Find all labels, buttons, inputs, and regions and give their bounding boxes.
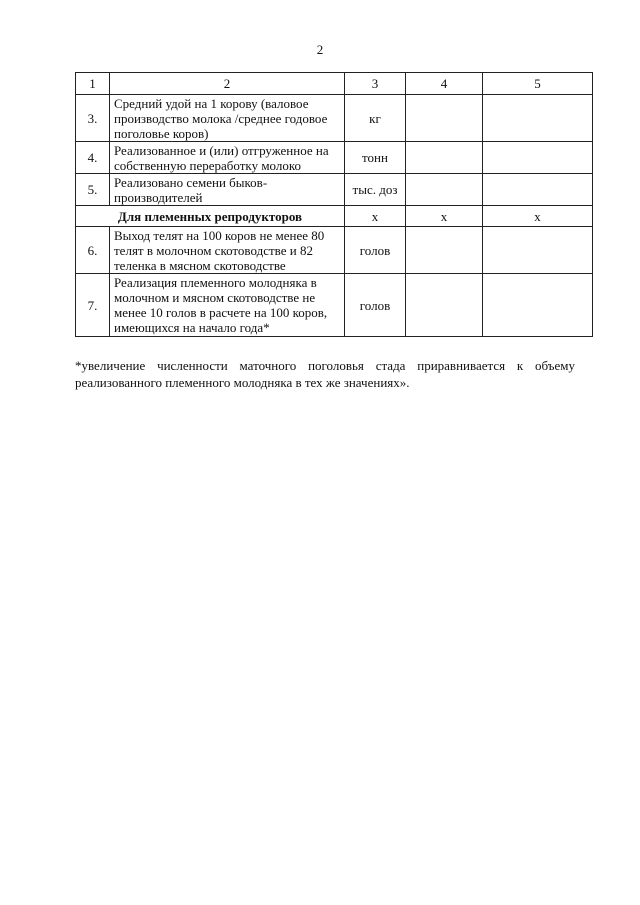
section-label: Для племенных репродукторов [76, 206, 345, 227]
row-unit: кг [345, 95, 406, 142]
header-cell-4: 4 [406, 73, 483, 95]
section-mark-3: х [345, 206, 406, 227]
table-row [76, 227, 593, 274]
section-mark-5: х [483, 206, 593, 227]
header-cell-5: 5 [483, 73, 593, 95]
page-number: 2 [316, 42, 324, 57]
header-cell-2: 2 [110, 73, 345, 95]
row-indicator: Выход телят на 100 коров не менее 80 телят в молочном скотоводстве и 82 теленка в мясном скотоводстве [110, 227, 345, 274]
row-value-5 [483, 174, 593, 206]
header-cell-1: 1 [76, 73, 110, 95]
row-value-4 [406, 274, 483, 337]
row-value-5 [483, 227, 593, 274]
section-mark-4: х [406, 206, 483, 227]
table-row [76, 174, 593, 206]
table-row [76, 95, 593, 142]
row-value-5 [483, 274, 593, 337]
table-header-row [76, 73, 593, 95]
row-value-4 [406, 227, 483, 274]
table-row [76, 274, 593, 337]
indicators-table [75, 72, 593, 337]
row-unit: голов [345, 227, 406, 274]
header-cell-3: 3 [345, 73, 406, 95]
row-value-4 [406, 142, 483, 174]
row-unit: тонн [345, 142, 406, 174]
row-unit: голов [345, 274, 406, 337]
row-number: 7. [76, 274, 110, 337]
row-value-4 [406, 174, 483, 206]
row-number: 5. [76, 174, 110, 206]
footnote: *увеличение численности маточного поголовья стада приравнивается к объему реализованного племенного молодняка в тех же значениях». [75, 358, 575, 390]
row-value-4 [406, 95, 483, 142]
table-row [76, 142, 593, 174]
row-indicator: Реализация племенного молодняка в молочном и мясном скотоводстве не менее 10 голов в расчете на 100 коров, имеющихся на начало года* [110, 274, 345, 337]
row-number: 6. [76, 227, 110, 274]
row-value-5 [483, 142, 593, 174]
row-number: 3. [76, 95, 110, 142]
row-value-5 [483, 95, 593, 142]
row-number: 4. [76, 142, 110, 174]
row-indicator: Реализованное и (или) отгруженное на собственную переработку молоко [110, 142, 345, 174]
row-indicator: Средний удой на 1 корову (валовое производство молока /среднее годовое поголовье коров) [110, 95, 345, 142]
section-row [76, 206, 593, 227]
row-indicator: Реализовано семени быков-производителей [110, 174, 345, 206]
row-unit: тыс. доз [345, 174, 406, 206]
